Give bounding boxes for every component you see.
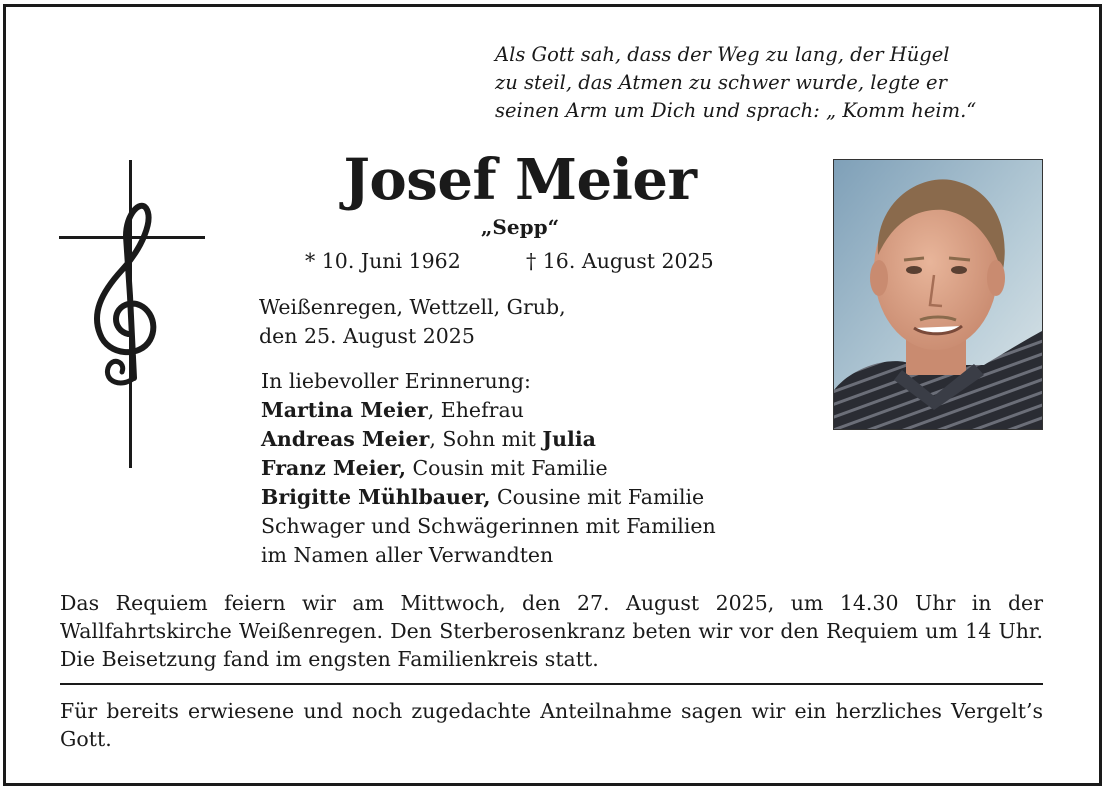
mourner-relation: Cousine mit Familie bbox=[490, 485, 705, 509]
mourner-relation: , Ehefrau bbox=[427, 398, 524, 422]
mourner-entry: im Namen aller Verwandten bbox=[261, 543, 554, 567]
mourner-entry bbox=[261, 454, 716, 483]
divider bbox=[60, 683, 1043, 685]
mourner-entry: Schwager und Schwägerinnen mit Familien bbox=[261, 514, 716, 538]
mourner-entry bbox=[261, 425, 716, 454]
death-date: † 16. August 2025 bbox=[526, 249, 714, 273]
date-line: den 25. August 2025 bbox=[259, 324, 475, 348]
place-line: Weißenregen, Wettzell, Grub, bbox=[259, 295, 566, 319]
deceased-nickname: „Sepp“ bbox=[480, 215, 560, 239]
birth-date: * 10. Juni 1962 bbox=[305, 249, 461, 273]
mourner-name: Andreas Meier bbox=[261, 427, 430, 451]
mourner-entry bbox=[261, 483, 716, 512]
quote-line: zu steil, das Atmen zu schwer wurde, legte er bbox=[495, 71, 947, 94]
mourners-list bbox=[261, 367, 716, 570]
mourners-heading: In liebevoller Erinnerung: bbox=[261, 369, 531, 393]
deceased-name: Josef Meier bbox=[343, 147, 697, 213]
treble-clef-icon bbox=[82, 196, 172, 392]
portrait-photo bbox=[833, 159, 1043, 430]
quote-line: seinen Arm um Dich und sprach: „ Komm heim.“ bbox=[495, 99, 977, 122]
mourner-partner: Julia bbox=[542, 427, 596, 451]
mourner-relation: , Sohn mit bbox=[429, 427, 543, 451]
mourner-name: Brigitte Mühlbauer, bbox=[261, 485, 491, 509]
thanks-text: Für bereits erwiesene und noch zugedachte Anteilnahme sagen wir ein herzliches Vergelt’s Gott. bbox=[60, 699, 1043, 751]
mourner-entry bbox=[261, 396, 716, 425]
memorial-quote bbox=[495, 41, 1055, 125]
mourner-name: Franz Meier, bbox=[261, 456, 406, 480]
place-and-date bbox=[259, 293, 566, 351]
mourner-relation: Cousin mit Familie bbox=[405, 456, 608, 480]
requiem-info: Das Requiem feiern wir am Mittwoch, den 27. August 2025, um 14.30 Uhr in der Wallfahrtskirche Weißenregen. Den Sterberosenkranz beten wir vor den Requiem um 14 Uhr. Die Beisetzung fand im engsten Familienkreis statt. bbox=[60, 591, 1043, 671]
quote-line: Als Gott sah, dass der Weg zu lang, der Hügel bbox=[495, 43, 950, 66]
mourner-name: Martina Meier bbox=[261, 398, 428, 422]
